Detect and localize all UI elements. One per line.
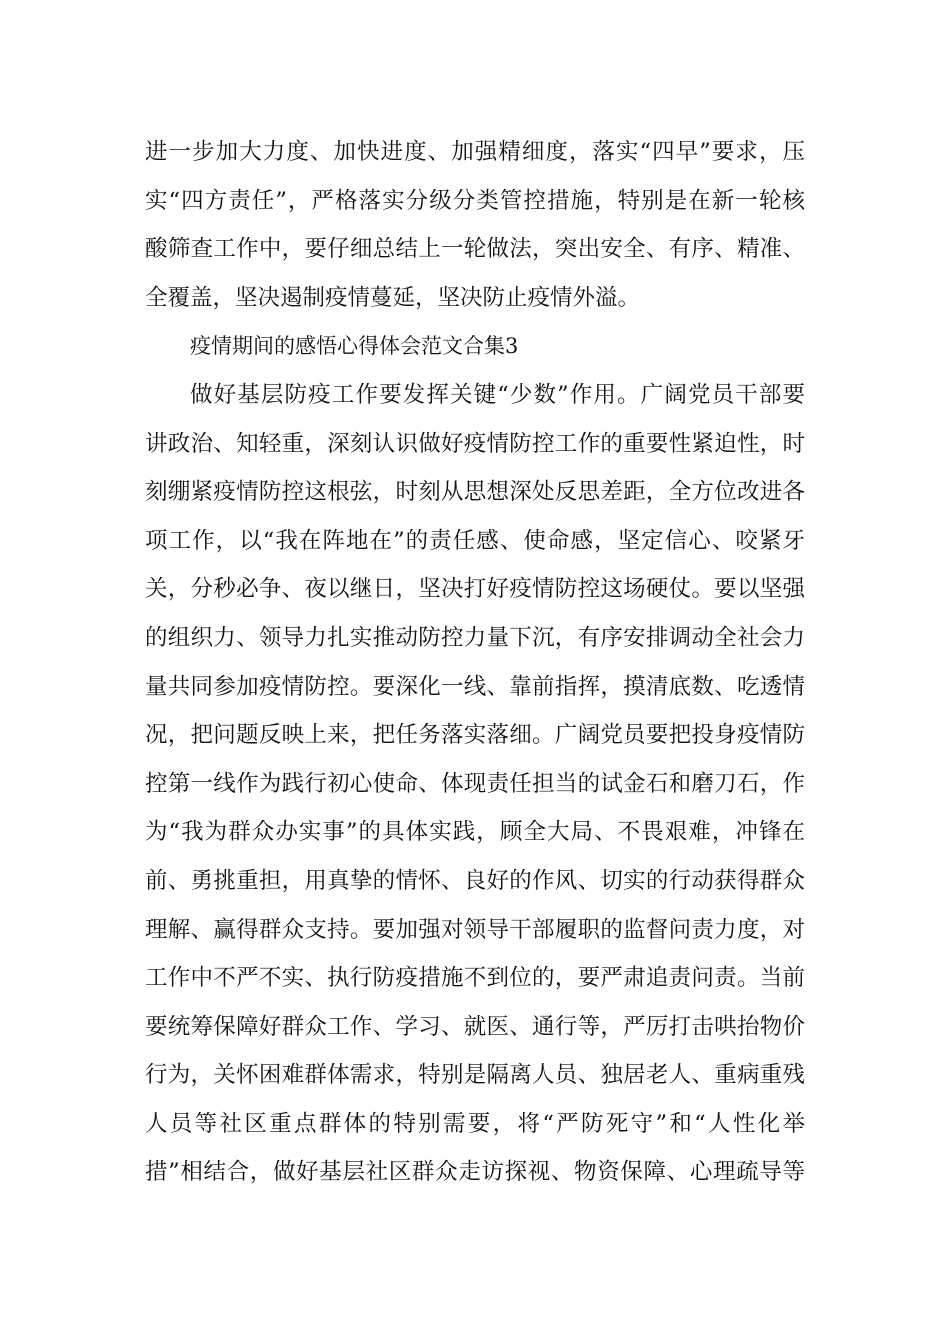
paragraph-line: 酸筛查工作中，要仔细总结上一轮做法，突出安全、有序、精准、 — [145, 236, 805, 263]
paragraph-line: 况，把问题反映上来，把任务落实落细。广阔党员要把投身疫情防 — [145, 722, 805, 749]
paragraph-line: 实“四方责任”，严格落实分级分类管控措施，特别是在新一轮核 — [145, 187, 805, 214]
paragraph-line: 做好基层防疫工作要发挥关键“少数”作用。广阔党员干部要 — [190, 381, 805, 408]
paragraph-line: 的组织力、领导力扎实推动防控力量下沉，有序安排调动全社会力 — [145, 624, 805, 651]
paragraph-line: 刻绷紧疫情防控这根弦，时刻从思想深处反思差距，全方位改进各 — [145, 479, 805, 506]
paragraph-line: 行为，关怀困难群体需求，特别是隔离人员、独居老人、重病重残 — [145, 1062, 805, 1089]
paragraph-line: 量共同参加疫情防控。要深化一线、靠前指挥，摸清底数、吃透情 — [145, 673, 805, 700]
paragraph-line: 人员等社区重点群体的特别需要，将“严防死守”和“人性化举 — [145, 1110, 805, 1137]
paragraph-line: 控第一线作为践行初心使命、体现责任担当的试金石和磨刀石，作 — [145, 770, 805, 797]
paragraph-line: 理解、赢得群众支持。要加强对领导干部履职的监督问责力度，对 — [145, 916, 805, 943]
paragraph-line: 全覆盖，坚决遏制疫情蔓延，坚决防止疫情外溢。 — [145, 284, 641, 311]
document-body — [145, 128, 805, 1197]
paragraph-line: 讲政治、知轻重，深刻认识做好疫情防控工作的重要性紧迫性，时 — [145, 430, 805, 457]
paragraph-line: 项工作，以“我在阵地在”的责任感、使命感，坚定信心、咬紧牙 — [145, 527, 805, 554]
paragraph-line: 要统筹保障好群众工作、学习、就医、通行等，严厉打击哄抬物价 — [145, 1013, 805, 1040]
paragraph-line: 措”相结合，做好基层社区群众走访探视、物资保障、心理疏导等 — [145, 1159, 805, 1186]
paragraph-line: 为“我为群众办实事”的具体实践，顾全大局、不畏艰难，冲锋在 — [145, 819, 805, 846]
section-heading: 疫情期间的感悟心得体会范文合集3 — [190, 334, 519, 359]
paragraph-line: 工作中不严不实、执行防疫措施不到位的，要严肃追责问责。当前 — [145, 965, 805, 992]
paragraph-line: 关，分秒必争、夜以继日，坚决打好疫情防控这场硬仗。要以坚强 — [145, 576, 805, 603]
paragraph-line: 进一步加大力度、加快进度、加强精细度，落实“四早”要求，压 — [145, 139, 805, 165]
paragraph-line: 前、勇挑重担，用真挚的情怀、良好的作风、切实的行动获得群众 — [145, 867, 805, 894]
